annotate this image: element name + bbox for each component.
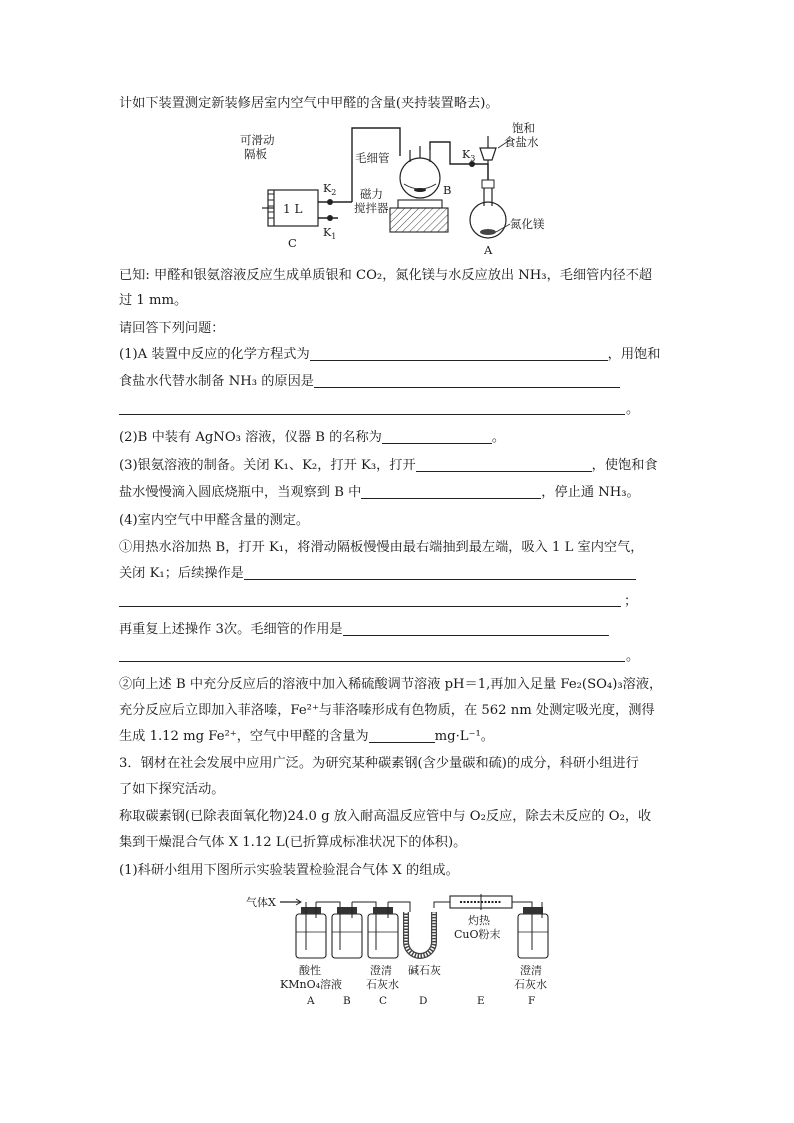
question-prompt: 请回答下列问题： [119, 321, 225, 336]
kmno4-label-1: 酸性 [299, 964, 321, 977]
p3-line-3: 称取碳素钢(已除表面氧化物)24.0 g 放入耐高温反应管中与 O₂反应，除去未反应的 O₂，收 [119, 809, 652, 824]
q4-p2-line-3 [119, 727, 494, 747]
kmno4-label-2: KMnO₄溶液 [280, 978, 342, 991]
lime1-label-1: 澄清 [370, 964, 392, 977]
q4-blank-capillary[interactable] [343, 621, 609, 636]
q4-blank-operation[interactable] [244, 565, 636, 580]
label-c: C [288, 236, 297, 250]
q3-blank-observe[interactable] [361, 484, 541, 499]
q1-text-b: ，用饱和 [607, 347, 661, 362]
gas-in-label: 气体X [246, 896, 276, 909]
bottle-c [368, 902, 398, 958]
q4-title: (4)室内空气中甲醛含量的测定。 [119, 513, 310, 528]
k3-label: $K_3$ [462, 148, 476, 163]
given-line-2: 过 1 mm。 [119, 293, 188, 308]
flask-a [470, 136, 506, 257]
u-tube-d [406, 912, 434, 956]
letter-e: E [477, 995, 485, 1007]
lime2-label-2: 石灰水 [514, 978, 547, 991]
flask-b [400, 146, 451, 198]
nitride-label: 氮化镁 [510, 217, 545, 231]
bottle-a [296, 902, 326, 958]
q3-text-a: (3)银氨溶液的制备。关闭 K₁、K₂，打开 K₃，打开 [119, 458, 416, 473]
syringe-c [240, 133, 318, 250]
brine-label-1: 饱和 [512, 121, 535, 135]
label-b: B [443, 183, 452, 197]
k2-label: $K_2$ [323, 182, 337, 197]
q4-blank-content[interactable] [369, 728, 435, 743]
cuo-label-2: CuO粉末 [454, 928, 501, 941]
q4-p1b-text: 关闭 K₁；后续操作是 [119, 566, 244, 581]
lime2-label-1: 澄清 [520, 964, 542, 977]
q4-blank-operation-cont[interactable] [119, 606, 621, 607]
q2-end: 。 [491, 430, 506, 445]
q4-blank-capillary-cont[interactable] [119, 661, 625, 662]
q2-blank-instrument-name[interactable] [382, 429, 492, 444]
stirrer-label-1: 磁力 [360, 187, 383, 201]
letter-a: A [307, 995, 315, 1007]
slide-label-2: 隔板 [244, 147, 267, 161]
q1-text-a: (1)A 装置中反应的化学方程式为 [119, 347, 310, 362]
lime1-label-2: 石灰水 [366, 978, 399, 991]
q1-text-c: 食盐水代替水制备 NH₃ 的原因是 [119, 374, 314, 389]
valve-k1-icon [327, 215, 333, 221]
capillary-label: 毛细管 [355, 151, 390, 165]
stirrer-label-2: 搅拌器 [354, 201, 389, 215]
q2-text-a: (2)B 中装有 AgNO₃ 溶液，仪器 B 的名称为 [119, 430, 382, 445]
bottle-f [518, 902, 548, 958]
q4-p1e: 。 [626, 649, 640, 664]
given-line-1: 已知: 甲醛和银氨溶液反应生成单质银和 CO₂，氮化镁与水反应放出 NH₃，毛细管内径不超 [119, 268, 653, 283]
bottle-b [332, 902, 362, 958]
figure-gas-train [244, 890, 560, 1018]
q1-line-1 [119, 345, 660, 365]
soda-lime-label: 碱石灰 [408, 964, 441, 977]
p3-line-5: (1)科研小组用下图所示实验装置检验混合气体 X 的组成。 [119, 863, 459, 878]
letter-c: C [379, 995, 388, 1007]
letter-d: D [419, 995, 428, 1007]
p3-line-4: 集到干燥混合气体 X 1.12 L(已折算成标准状况下的体积)。 [119, 835, 467, 850]
intro-text: 计如下装置测定新装修居室内空气中甲醛的含量(夹持装置略去)。 [119, 96, 499, 111]
q4-p1-line-1: ①用热水浴加热 B，打开 K₁，将滑动隔板慢慢由最右端抽到最左端，吸入 1 L 室内空气， [119, 540, 644, 555]
p3-line-1: 3．钢材在社会发展中应用广泛。为研究某种碳素钢(含少量碳和硫)的成分，科研小组进行 [119, 756, 639, 771]
q4-p2c-text: 生成 1.12 mg Fe²⁺，空气中甲醛的含量为 [119, 729, 369, 744]
q4-p1c: ； [624, 594, 638, 609]
q3-text-b: ，使饱和食 [591, 458, 658, 473]
q4-p1d-text: 再重复上述操作 3次。毛细管的作用是 [119, 622, 343, 637]
q1-blank-equation[interactable] [310, 346, 608, 361]
q1-blank-reason[interactable] [314, 373, 620, 388]
q3-blank-open[interactable] [416, 457, 592, 472]
q2-line [119, 428, 505, 448]
valve-k2-icon [327, 199, 333, 205]
letter-f: F [528, 995, 536, 1007]
q4-p2-line-2: 充分反应后立即加入菲洛嗪，Fe²⁺与菲洛嗪形成有色物质，在 562 nm 处测定吸光度，测得 [119, 703, 655, 718]
q1-blank-reason-cont[interactable] [119, 414, 625, 415]
q4-p2d-text: mg·L⁻¹。 [434, 729, 494, 744]
q3-line-1 [119, 456, 658, 476]
k1-label: $K_1$ [323, 226, 337, 241]
slide-label-1: 可滑动 [240, 133, 275, 147]
label-a: A [484, 243, 493, 257]
stirrer-block [390, 208, 448, 232]
figure-formaldehyde-apparatus [240, 118, 560, 260]
q1-line-2 [119, 372, 620, 392]
cuo-label-1: 灼热 [468, 914, 490, 927]
p3-line-2: 了如下探究活动。 [119, 782, 225, 797]
q4-p2-line-1: ②向上述 B 中充分反应后的溶液中加入稀硫酸调节溶液 pH＝1,再加入足量 Fe₂(SO₄)₃溶液， [119, 677, 663, 692]
q4-p1-line-2 [119, 564, 636, 584]
q3-text-c: 盐水慢慢滴入圆底烧瓶中，当观察到 B 中 [119, 485, 362, 500]
q1-end: 。 [626, 402, 640, 417]
letter-b: B [343, 995, 351, 1007]
combustion-tube-e [450, 894, 512, 910]
volume-label: 1 L [283, 202, 303, 216]
q3-text-d: ，停止通 NH₃。 [541, 485, 640, 500]
q4-p1-line-4 [119, 620, 609, 640]
q3-line-2 [119, 483, 640, 503]
brine-label-2: 食盐水 [504, 135, 539, 149]
